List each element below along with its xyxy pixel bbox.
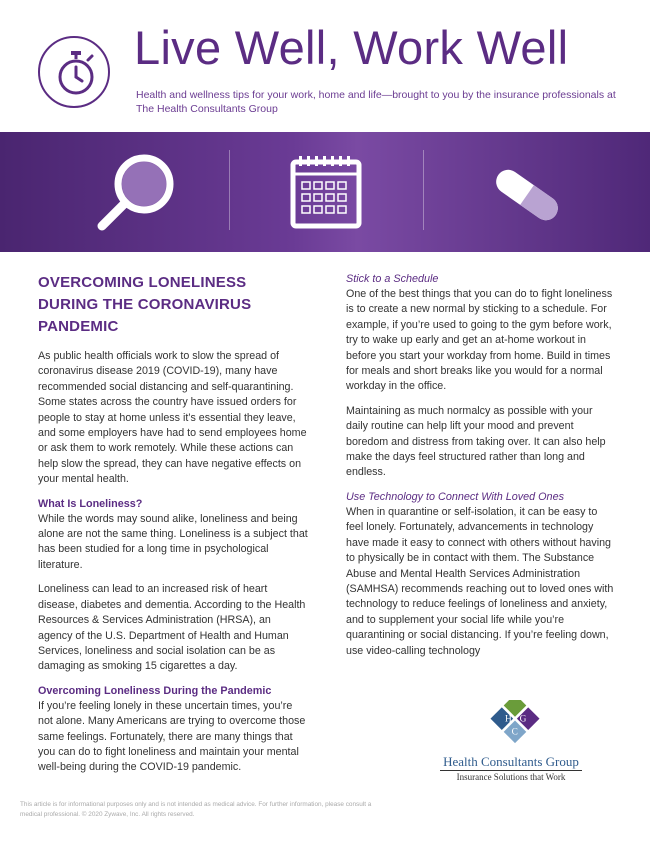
banner-divider xyxy=(423,150,424,230)
logo-letter-g: G xyxy=(519,714,527,725)
what-paragraph-2: Loneliness can lead to an increased risk of heart disease, diabetes and dementia. According to the Health Resources & Services Administration (HRSA), an agency of the U.S. Department of Health and Human Services, loneliness and social isolation can be as damaging as smoking 15 cigarettes a day. xyxy=(38,583,306,673)
stopwatch-icon xyxy=(54,50,98,96)
left-column xyxy=(38,272,308,785)
company-name: Health Consultants Group xyxy=(443,754,579,769)
schedule-paragraph-2: Maintaining as much normalcy as possible with your daily routine can help lift your mood and prevent boredom and distress from taking over. It can also help make the days feel structured rather than long and endless. xyxy=(346,404,606,479)
schedule-heading: Stick to a Schedule xyxy=(346,273,439,285)
banner-divider xyxy=(229,150,230,230)
footer-disclaimer: This article is for informational purposes only and is not intended as medical advice. For further information, please consult a medical professional. © 2020 Zywave, Inc. All rights reserved. xyxy=(20,801,372,818)
what-paragraph-1: While the words may sound alike, loneliness and being alone are not the same thing. Loneliness is a subject that has been studied for a long time in psychological literature. xyxy=(38,512,308,571)
article-headline: OVERCOMING LONELINESS DURING THE CORONAVIRUS PANDEMIC xyxy=(38,274,252,335)
hcg-logo-icon xyxy=(445,700,585,760)
capsule-icon xyxy=(492,160,562,230)
icon-banner xyxy=(0,132,650,252)
what-heading: What Is Loneliness? xyxy=(38,497,143,510)
overcoming-heading: Overcoming Loneliness During the Pandemic xyxy=(38,684,272,697)
intro-paragraph: As public health officials work to slow the spread of coronavirus disease 2019 (COVID-19), many have recommended social distancing and self-quarantining. Some states across the country have issued orders for people to stay at home unless it’s essential they leave, and some employers have had to send employees home or ask them to work remotely. While these actions can help slow the spread, they can have negative effects on your mental health. xyxy=(38,350,307,486)
right-column xyxy=(346,272,614,668)
tech-paragraph: When in quarantine or self-isolation, it can be easy to feel lonely. Fortunately, advancements in technology have made it easy to connect with others without having to physically be in contact with them. The Substance Abuse and Mental Health Services Administration (SAMHSA) recommends reaching out to loved ones with technology to reduce feelings of loneliness and anxiety, and to supplement your social life while you’re quarantining or social distancing. If you’re feeling down, use video-calling technology xyxy=(346,505,614,657)
company-divider xyxy=(440,770,582,771)
stopwatch-logo xyxy=(38,36,110,108)
page-title: Live Well, Work Well xyxy=(134,21,569,74)
header xyxy=(0,0,650,132)
schedule-paragraph-1: One of the best things that you can do to fight loneliness is to create a new normal by sticking to a schedule. For example, if you’re used to going to the gym before work, try to wake up early and get an at-home workout in before you start your workday from home. Build in times for meals and short breaks like you would for a normal workday in the office. xyxy=(346,288,613,393)
logo-letter-c: C xyxy=(511,727,518,738)
company-slogan: Insurance Solutions that Work xyxy=(456,772,566,782)
logo-letter-h: H xyxy=(505,714,512,725)
tech-heading: Use Technology to Connect With Loved Ones xyxy=(346,490,564,503)
calendar-icon xyxy=(290,154,362,230)
overcoming-paragraph: If you’re feeling lonely in these uncertain times, you’re not alone. Many Americans are trying to overcome those same feelings. Fortunately, there are many things that you can do to fight loneliness and maintain your mental well-being during the COVID-19 pandemic. xyxy=(38,699,306,774)
magnifier-icon xyxy=(92,148,182,238)
tagline: Health and wellness tips for your work, home and life—brought to you by the insurance professionals at The Health Consultants Group xyxy=(136,89,616,115)
